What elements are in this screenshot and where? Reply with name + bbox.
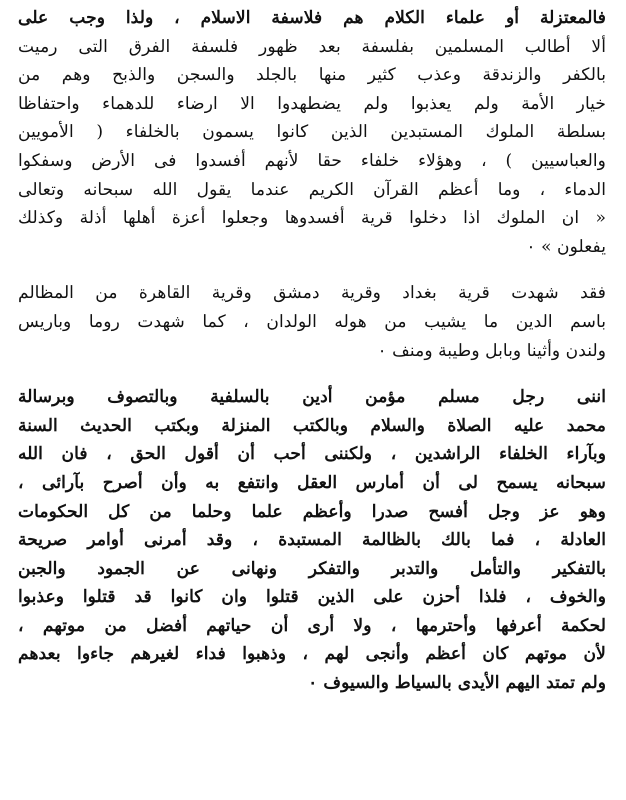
text-line: ألا أطالب المسلمين بفلسفة بعد ظهور فلسفة الفرق التى رميت	[18, 36, 606, 57]
text-line: لأن موتهم كان أعظم وأنجى لهم ، وذهبوا فداء لغيرهم جاءوا بعدهم	[18, 644, 606, 665]
text-line: فقد شهدت قرية بغداد وقرية دمشق وقرية القاهرة من المظالم	[18, 283, 606, 304]
book-page	[18, 4, 606, 800]
text-line: بسلطة الملوك المستبدين الذين كانوا يسمون بالخلفاء ( الأمويين	[18, 122, 606, 143]
text-line: الدماء ، وما أعظم القرآن الكريم عندما يقول الله سبحانه وتعالى	[18, 179, 606, 200]
text-line: لحكمة أعرفها وأحترمها ، ولا أرى أن حياتهم أفضل من موتهم ،	[18, 615, 606, 636]
text-line: والخوف ، فلذا أحزن على الذين قتلوا وان كانوا قد قتلوا وعذبوا	[18, 587, 606, 608]
text-line: العادلة ، فما بالك بالظالمة المستبدة ، وقد أمرنى أوامر صريحة	[18, 530, 606, 551]
text-line: سبحانه يسمح لى أن أمارس العقل وانتفع به وأن أصرح بآرائى ،	[18, 472, 606, 493]
text-line: « ان الملوك اذا دخلوا قرية أفسدوها وجعلوا أعزة أهلها أذلة وكذلك	[18, 208, 606, 229]
text-line: وبآراء الخلفاء الراشدين ، ولكننى أحب أن أقول الحق ، فان الله	[18, 444, 606, 465]
text-line: وهو عز وجل أفسح صدرا وأعظم علما وحلما من كل الحكومات	[18, 501, 606, 522]
text-line: بالتفكير والتأمل والتدبر والتفكر ونهانى عن الجمود والجبن	[18, 558, 606, 579]
text-line: باسم الدين ما يشيب من هوله الولدان ، كما شهدت روما وباريس	[18, 311, 606, 332]
text-line: بالكفر والزندقة وعذب كثير منها بالجلد والسجن والذبح وهم من	[18, 65, 606, 86]
text-line: يفعلون » ٠	[526, 236, 606, 257]
text-line: والعباسيين ) ، وهؤلاء خلفاء حقا لأنهم أفسدوا فى الأرض وسفكوا	[18, 150, 606, 171]
text-line: خيار الأمة ولم يعذبوا ولم يضطهدوا الا ارضاء للدهماء واحتفاظا	[18, 93, 606, 114]
text-line: ولم تمتد اليهم الأيدى بالسياط والسيوف ٠	[308, 673, 606, 694]
text-line: محمد عليه الصلاة والسلام وبالكتب المنزلة وبكتب الحديث السنة	[18, 415, 606, 436]
paragraph-gap	[18, 261, 606, 279]
paragraph-gap	[18, 365, 606, 383]
text-line: فالمعتزلة أو علماء الكلام هم فلاسفة الاسلام ، ولذا وجب على	[18, 8, 606, 28]
text-line: اننى رجل مسلم مؤمن أدين بالسلفية وبالتصوف وبرسالة	[18, 387, 606, 408]
paragraph-2	[18, 279, 606, 365]
paragraph-3	[18, 383, 606, 698]
text-line: ولندن وأثينا وبابل وطيبة ومنف ٠	[377, 340, 606, 361]
paragraph-1	[18, 4, 606, 261]
